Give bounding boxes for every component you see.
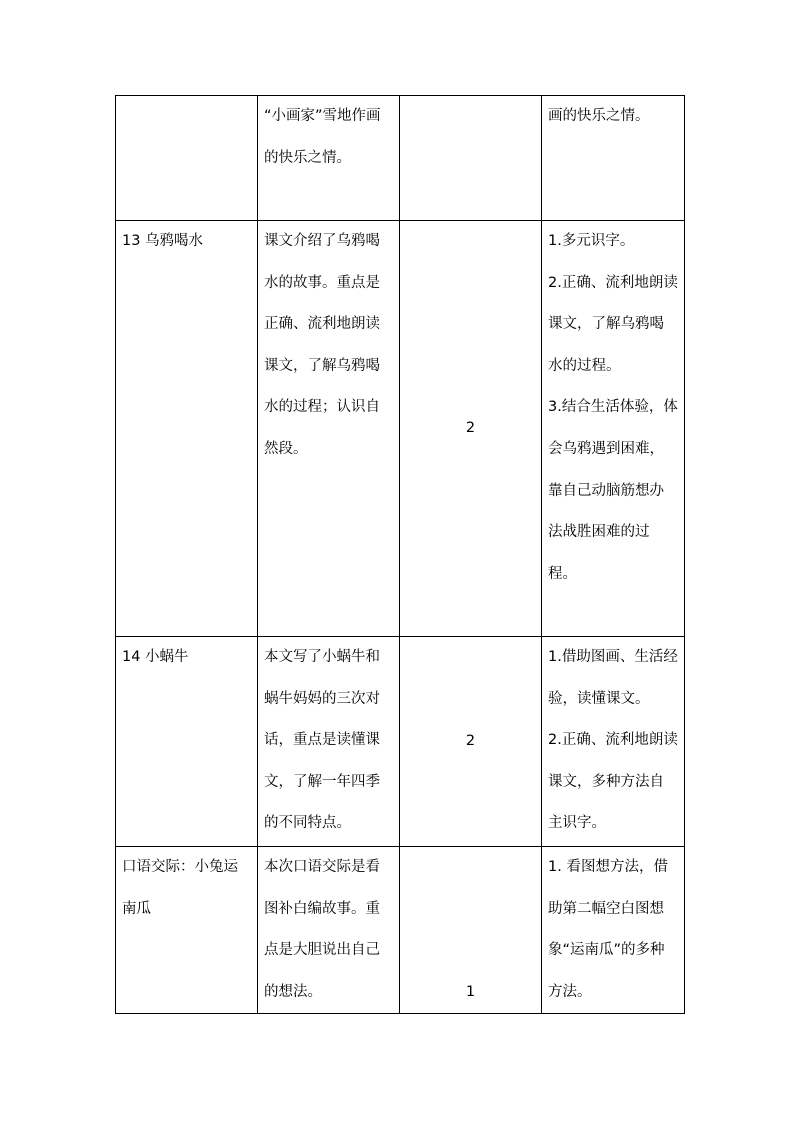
goal-item: 画的快乐之情。 <box>548 108 650 124</box>
lesson-cell <box>116 221 258 637</box>
lesson-cell <box>116 637 258 847</box>
goal-item: 2.正确、流利地朗读课文，了解乌鸦喝水的过程。 <box>548 274 678 374</box>
summary-text: 课文介绍了乌鸦喝水的故事。重点是正确、流利地朗读课文，了解乌鸦喝水的过程；认识自然段。 <box>264 233 380 457</box>
table-row <box>116 96 685 221</box>
goal-item: 1.借助图画、生活经验，读懂课文。 <box>548 649 678 707</box>
goals-cell <box>542 637 685 847</box>
summary-text: 本文写了小蜗牛和蜗牛妈妈的三次对话，重点是读懂课文，了解一年四季的不同特点。 <box>264 649 380 832</box>
lesson-title: 13 乌鸦喝水 <box>122 233 204 249</box>
hours-cell: 2 <box>400 221 542 637</box>
summary-cell <box>258 221 400 637</box>
summary-cell <box>258 637 400 847</box>
lesson-title: 14 小蜗牛 <box>122 649 189 665</box>
hours-cell: 2 <box>400 637 542 847</box>
lesson-cell <box>116 96 258 221</box>
summary-text: 本次口语交际是看图补白编故事。重点是大胆说出自己的想法。 <box>264 859 380 1000</box>
goal-item: 1.多元识字。 <box>548 233 635 249</box>
table-row <box>116 637 685 847</box>
table-row <box>116 847 685 1014</box>
lesson-plan-table <box>115 95 685 1014</box>
summary-cell <box>258 96 400 221</box>
goal-item: 1. 看图想方法，借助第二幅空白图想象“运南瓜”的多种方法。 <box>548 859 668 1000</box>
lesson-cell <box>116 847 258 1014</box>
summary-text: “小画家”雪地作画的快乐之情。 <box>264 108 381 166</box>
goals-cell <box>542 221 685 637</box>
goal-item: 2.正确、流利地朗读课文，多种方法自主识字。 <box>548 732 678 832</box>
goal-item: 3.结合生活体验，体会乌鸦遇到困难，靠自己动脑筋想办法战胜困难的过程。 <box>548 399 678 582</box>
lesson-title: 口语交际：小兔运南瓜 <box>122 859 238 917</box>
goals-cell <box>542 847 685 1014</box>
hours-cell: 1 <box>400 847 542 1014</box>
hours-cell <box>400 96 542 221</box>
table-row <box>116 221 685 637</box>
summary-cell <box>258 847 400 1014</box>
goals-cell <box>542 96 685 221</box>
